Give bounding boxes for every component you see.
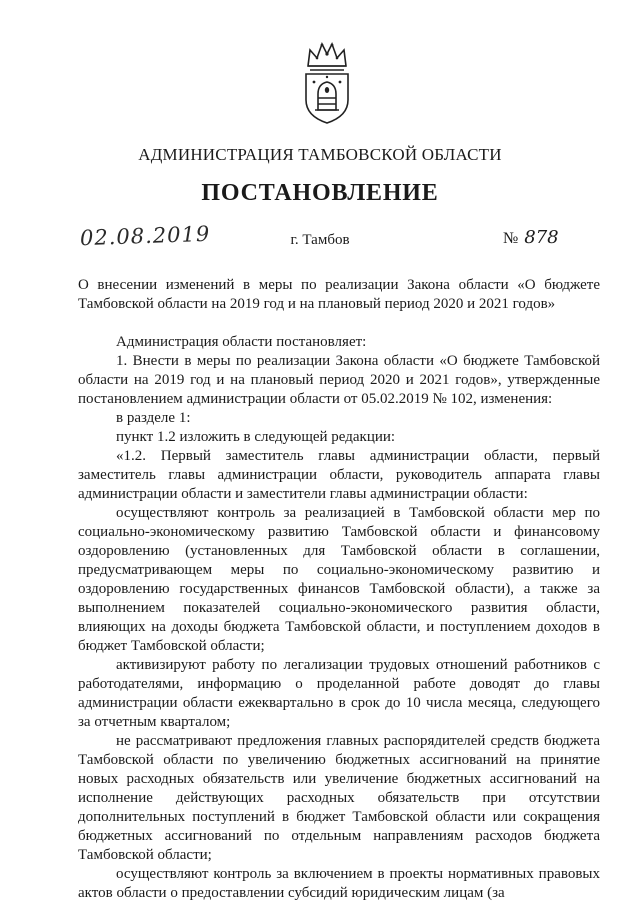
document-city: г. Тамбов [290, 232, 350, 248]
body-paragraph: «1.2. Первый заместитель главы администрации области, первый заместитель главы администрации области, руководитель аппарата главы администрации области и заместители главы администрации области: [78, 448, 600, 502]
body-paragraph: в разделе 1: [116, 410, 191, 426]
body-paragraph: не рассматривают предложения главных распорядителей средств бюджета Тамбовской области по увеличению бюджетных ассигнований на принятие новых расходных обязательств или увеличение бюджетных ассигнований на исполнение действующих расходных обязательств при отсутствии дополнительных поступлений в бюджет Тамбовской области или сокращения бюджетных ассигнований по отдельным направлениям расходов бюджета Тамбовской области; [78, 733, 600, 863]
body-paragraph: активизируют работу по легализации трудовых отношений работников с работодателями, информацию о проделанной работе доводят до главы администрации области ежеквартально в срок до 10 числа месяца, следующего за отчетным кварталом; [78, 657, 600, 730]
document-number [503, 227, 559, 248]
body-paragraph: осуществляют контроль за включением в проекты нормативных правовых актов области о предоставлении субсидий юридическим лицам (за [78, 866, 600, 901]
body-paragraph: 1. Внести в меры по реализации Закона области «О бюджете Тамбовской области на 2019 год и на плановый период 2020 и 2021 годов», утвержденные постановлением администрации области от 05.02.2019 № 102, изменения: [78, 353, 600, 407]
tambov-coat-of-arms-icon [298, 36, 356, 126]
document-number-label: № [503, 230, 519, 247]
document-subject [78, 276, 600, 314]
subject-text: О внесении изменений в меры по реализации Закона области «О бюджете Тамбовской области на 2019 год и на плановый период 2020 и 2021 годов» [78, 277, 600, 312]
document-body [78, 333, 600, 903]
body-paragraph: пункт 1.2 изложить в следующей редакции: [116, 429, 396, 445]
document-date: 02.08.2019 [79, 221, 211, 251]
document-type-title: ПОСТАНОВЛЕНИЕ [201, 180, 439, 206]
document-number-value: 878 [524, 227, 559, 248]
body-paragraph: осуществляют контроль за реализацией в Тамбовской области мер по социально-экономическому развитию Тамбовской области и финансовому оздоровлению (установленных для Тамбовской области в соглашении, предусматривающем меры по социально-экономическому развитию и оздоровлению государственных финансов Тамбовской области), а также за выполнением показателей социально-экономического развития области, влияющих на доходы бюджета Тамбовской области, и поступлением доходов в бюджет Тамбовской области; [78, 505, 600, 654]
authority-title: АДМИНИСТРАЦИЯ ТАМБОВСКОЙ ОБЛАСТИ [138, 145, 502, 164]
body-paragraph: Администрация области постановляет: [116, 334, 367, 350]
